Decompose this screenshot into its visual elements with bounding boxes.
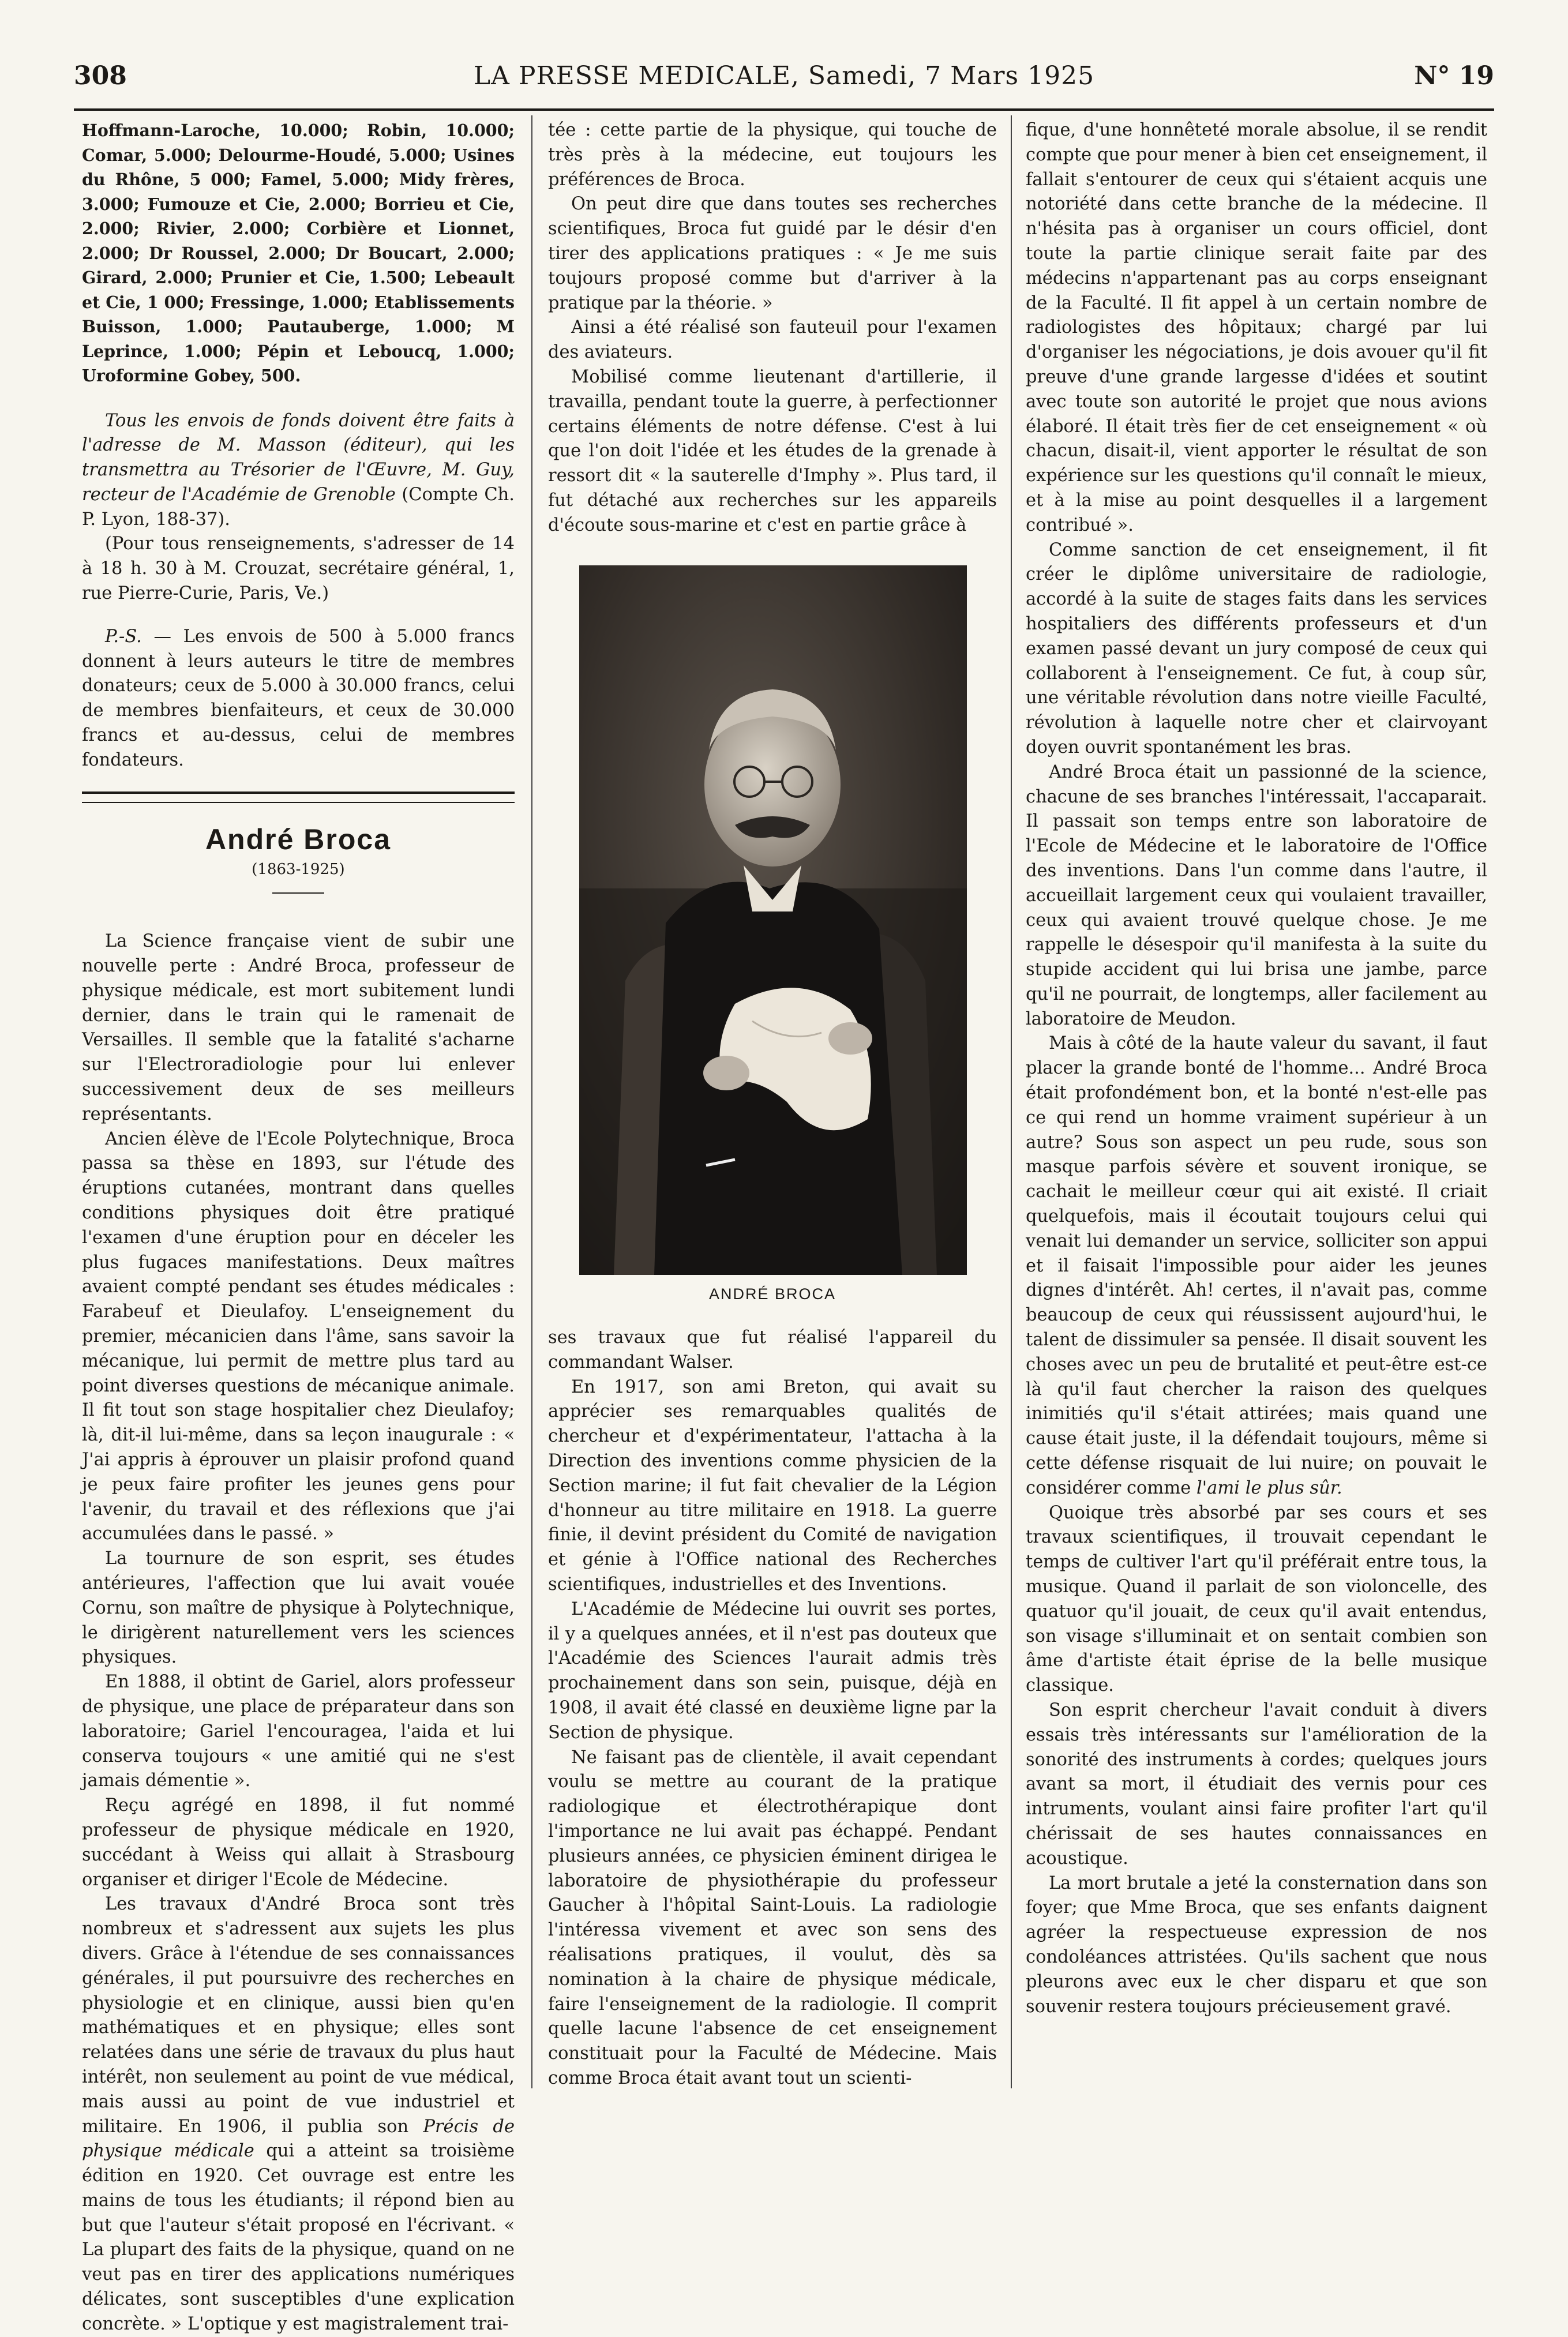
article-paragraph: tée : cette partie de la physique, qui touche de très près à la médecine, eut toujours les préférences de Broca. [548, 120, 997, 190]
article-paragraph: Reçu agrégé en 1898, il fut nommé professeur de physique médicale en 1920, succédant à Weiss qui allait à Strasbourg organiser et diriger l'Ecole de Médecine. [82, 1795, 515, 1890]
header-rule [74, 108, 1494, 111]
article-title: André Broca [205, 823, 392, 856]
portrait-photo [579, 565, 967, 1275]
article-paragraph: Ancien élève de l'Ecole Polytechnique, Broca passa sa thèse en 1893, sur l'étude des éruptions cutanées, montrant dans quelles conditions physiques doit être pratiqué l'examen d'une éruption pour en déceler les plus fugaces manifestations. Deux maîtres avaient compté pendant ses études médicales : Farabeuf et Dieulafoy. L'enseignement du premier, mécanicien dans l'âme, sans savoir la mécanique, lui permit de mettre plus tard au point diverses questions de mécanique animale. Il fit tout son stage hospitalier chez Dieulafoy; là, dit-il lui-même, dans sa leçon inaugurale : « J'ai appris à éprouver un plaisir profond quand je peux faire profiter les jeunes gens pour l'avenir, du travail et des réflexions que j'ai accumulées dans le passé. » [82, 1128, 515, 1544]
column-3 [1026, 118, 1487, 2068]
donor-list: Hoffmann-Laroche, 10.000; Robin, 10.000; Comar, 5.000; Delourme-Houdé, 5.000; Usines du Rhône, 5 000; Famel, 5.000; Midy frères, 3.000; Fumouze et Cie, 2.000; Borrieu et Cie, 2.000; Rivier, 2.000; Corbière et Lionnet, 2.000; Dr Roussel, 2.000; Dr Boucart, 2.000; Girard, 2.000; Prunier et Cie, 1.500; Lebeault et Cie, 1 000; Fressinge, 1.000; Etablissements Buisson, 1.000; Pautauberge, 1.000; M Leprince, 1.000; Pépin et Leboucq, 1.000; Uroformine Gobey, 500. [82, 121, 515, 385]
envois-notice-account: (Compte Ch. P. Lyon, 188-37). [82, 484, 515, 530]
article-paragraph: En 1917, son ami Breton, qui avait su apprécier ses remarquables qualités de chercheur et d'expérimentateur, l'attacha à la Direction des inventions comme physicien de la Section marine; il fut fait chevalier de la Légion d'honneur au titre militaire en 1918. La guerre finie, il devint président du Comité de navigation et génie à l'Office national des Recherches scientifiques, industrielles et des Inventions. [548, 1376, 997, 1595]
article-paragraph: Mobilisé comme lieutenant d'artillerie, il travailla, pendant toute la guerre, à perfectionner certains éléments de notre défense. C'est à lui que l'on doit l'idée et les études de la grenade à ressort dit « la sauterelle d'Imphy ». Plus tard, il fut détaché aux recherches sur les appareils d'écoute sous-marine et c'est en partie grâce à [548, 366, 997, 535]
article-paragraph: La Science française vient de subir une nouvelle perte : André Broca, professeur de physique médicale, est mort subitement lundi dernier, dans le train qui le ramenait de Versailles. Il semble que la fatalité s'acharne sur l'Electroradiologie pour lui enlever successivement deux de ses meilleurs représentants. [82, 931, 515, 1124]
column-2-bottom [548, 1326, 997, 2088]
article-paragraph: En 1888, il obtint de Gariel, alors professeur de physique, une place de préparateur dans son laboratoire; Gariel l'encouragea, l'aida et lui conserva toujours « une amitié qui ne s'est jamais démentie ». [82, 1672, 515, 1791]
photo-caption: ANDRÉ BROCA [708, 1285, 836, 1303]
article-paragraph: Ainsi a été réalisé son fauteuil pour l'examen des aviateurs. [548, 317, 997, 363]
portrait-illustration [579, 565, 967, 1275]
article-paragraph: On peut dire que dans toutes ses recherches scientifiques, Broca fut guidé par le désir d'en tirer des applications pratiques : « Je me suis toujours proposé comme but d'arriver à la pratique par la théorie. » [548, 194, 997, 313]
section-rule [82, 791, 515, 803]
article-paragraph: L'Académie de Médecine lui ouvrit ses portes, il y a quelques années, et il n'est pas douteux que l'Académie des Sciences l'aurait admis très prochainement dans son sein, puisque, déjà en 1908, il avait été classé en deuxième ligne par la Section de physique. [548, 1599, 997, 1743]
envois-notice [82, 409, 515, 532]
article-dates: (1863-1925) [252, 861, 345, 879]
article-paragraph: ses travaux que fut réalisé l'appareil du commandant Walser. [548, 1327, 997, 1372]
article-paragraph: Comme sanction de cet enseignement, il fit créer le diplôme universitaire de radiologie, accordé à la suite de stages faits dans les services hospitaliers des différents professeurs et d'un examen passé devant un jury composé de ceux qui collaborent à l'enseignement. Ce fut, à coup sûr, une véritable révolution dans notre vieille Faculté, révolution à laquelle notre cher et clairvoyant doyen ouvrit spontanément les bras. [1026, 539, 1487, 757]
article-paragraph: Ne faisant pas de clientèle, il avait cependant voulu se mettre au courant de la pratique radiologique et électrothérapique dont l'importance ne lui avait pas échappé. Pendant plusieurs années, ce physicien éminent dirigea le laboratoire de physiothérapie du professeur Gaucher à l'hôpital Saint-Louis. La radiologie l'intéressa vivement et avec son sens des réalisations pratiques, il voulut, dès sa nomination à la chaire de physique médicale, faire l'enseignement de la radiologie. Il comprit quelle lacune l'absence de cet enseignement constituait pour la Faculté de Médecine. Mais comme Broca était avant tout un scienti- [548, 1747, 997, 2088]
journal-title: LA PRESSE MEDICALE, Samedi, 7 Mars 1925 [473, 61, 1095, 91]
column-divider [1011, 115, 1012, 2088]
book-title: Précis de physique médicale [82, 2116, 515, 2162]
column-2-top [548, 118, 997, 562]
page-header [74, 55, 1494, 96]
emphasis: l'ami le plus sûr. [1196, 1477, 1342, 1498]
issue-number: N° 19 [1414, 61, 1494, 91]
article-paragraph: La mort brutale a jeté la consternation dans son foyer; que Mme Broca, que ses enfants daignent agréer la respectueuse expression de nos condoléances attristées. Qu'ils sachent que nous pleurons avec eux le cher disparu et que son souvenir restera toujours précieusement gravé. [1026, 1873, 1487, 2017]
article-paragraph: Quoique très absorbé par ses cours et ses travaux scientifiques, il trouvait cependant le temps de cultiver l'art qu'il préférait entre tous, la musique. Quand il parlait de son violoncelle, des quatuor qu'il jouait, de ceux qu'il avait entendus, son visage s'illuminait et on sentait combien son âme d'artiste était éprise de la belle musique classique. [1026, 1502, 1487, 1696]
ps-notice [82, 625, 515, 773]
page-number: 308 [74, 61, 127, 91]
article-paragraph [82, 1892, 515, 2336]
article-paragraph: André Broca était un passionné de la science, chacune de ses branches l'intéressait, l'accaparait. Il passait son temps entre son laboratoire de l'Ecole de Médecine et le laboratoire de l'Office des inventions. Dans l'un comme dans l'autre, il accueillait largement ceux qui voulaient travailler, ceux qui avaient trouvé quelque chose. Je me rappelle le désespoir qu'il manifesta à la suite du stupide accident qui lui brisa une jambe, parce qu'il ne pourrait, de longtemps, aller facilement au laboratoire de Meudon. [1026, 762, 1487, 1029]
column-1 [82, 118, 515, 2334]
paragraph-text: Les travaux d'André Broca sont très nombreux et s'adressent aux sujets les plus divers. Grâce à l'étendue de ses connaissances générales, il put poursuivre des recherches en physiologie et en clinique, aussi bien qu'en mathématiques et en physique; elles sont relatées dans une série de travaux du plus haut intérêt, non seulement au point de vue médical, mais aussi au point de vue industriel et militaire. En 1906, il publia son [82, 1894, 515, 2137]
article-paragraph: La tournure de son esprit, ses études antérieures, l'affection que lui avait vouée Cornu, son maître de physique à Polytechnique, le dirigèrent naturellement vers les sciences physiques. [82, 1548, 515, 1668]
renseignements-notice: (Pour tous renseignements, s'adresser de 14 à 18 h. 30 à M. Crouzat, secrétaire général, 1, rue Pierre-Curie, Paris, Ve.) [82, 534, 515, 604]
article-paragraph: fique, d'une honnêteté morale absolue, il se rendit compte que pour mener à bien cet enseignement, il fallait s'entourer de ceux qui s'étaient acquis une notoriété dans cette branche de la médecine. Il n'hésita pas à organiser un cours officiel, dont toute la partie clinique serait faite par des médecins n'appartenant pas au corps enseignant de la Faculté. Il fit appel à un certain nombre de radiologistes des hôpitaux; chargé par lui d'organiser les négociations, je dois avouer qu'il fit preuve d'une grande largesse d'idées et soutint avec toute son autorité le projet que nous avions élaboré. Il était très fier de cet enseignement « où chacun, disait-il, vient apporter le résultat de son expérience sur les questions qu'il connaît le mieux, et à la mise au point desquelles il a largement contribué ». [1026, 120, 1487, 535]
column-divider [531, 115, 532, 2088]
paragraph-text: qui a atteint sa troisième édition en 1920. Cet ouvrage est entre les mains de tous les étudiants; il répond bien au but que l'auteur s'était proposé en l'écrivant. « La plupart des faits de la physique, quand on ne veut pas en tirer des applications numériques délicates, sont susceptibles d'une explication concrète. » L'optique y est magistralement trai- [82, 2141, 515, 2334]
ps-label: P.-S. [105, 626, 142, 647]
paragraph-text: Mais à côté de la haute valeur du savant, il faut placer la grande bonté de l'homme... André Broca était profondément bon, et la bonté n'est-elle pas ce qui rend un homme vraiment supérieur à un autre? Sous son aspect un peu rude, sous son masque parfois sévère et souvent ironique, se cachait le meilleur cœur qui ait existé. Il criait quelquefois, mais il écoutait toujours celui qui venait lui demander un service, solliciter son appui et il faisait l'impossible pour aider les jeunes dignes d'intérêt. Ah! certes, il n'avait pas, comme beaucoup de ceux qui réussissent aujourd'hui, le talent de dissimuler sa pensée. Il disait souvent les choses avec un peu de brutalité et peut-être est-ce là qu'il faut chercher la raison des quelques inimitiés qu'il s'était attirées; mais quand une cause était juste, il la défendait toujours, même si cette défense risquait de lui nuire; on pouvait le considérer comme [1026, 1033, 1487, 1498]
title-rule [272, 892, 324, 894]
ps-text: — Les envois de 500 à 5.000 francs donnent à leurs auteurs le titre de membres donateurs; ceux de 5.000 à 30.000 francs, celui de membres bienfaiteurs, et ceux de 30.000 francs et au-dessus, celui de membres fondateurs. [82, 626, 515, 770]
envois-notice-italic: Tous les envois de fonds doivent être faits à l'adresse de M. Masson (éditeur), qui les transmettra au Trésorier de l'Œuvre, M. Guy, recteur de l'Académie de Grenoble [82, 410, 515, 505]
article-paragraph [1026, 1031, 1487, 1501]
article-paragraph: Son esprit chercheur l'avait conduit à divers essais très intéressants sur l'amélioration de la sonorité des instruments à cordes; quelques jours avant sa mort, il étudiait des vernis pour ces intruments, voulant ainsi faire profiter l'art qu'il chérissait de ses hautes connaissances en acoustique. [1026, 1700, 1487, 1869]
